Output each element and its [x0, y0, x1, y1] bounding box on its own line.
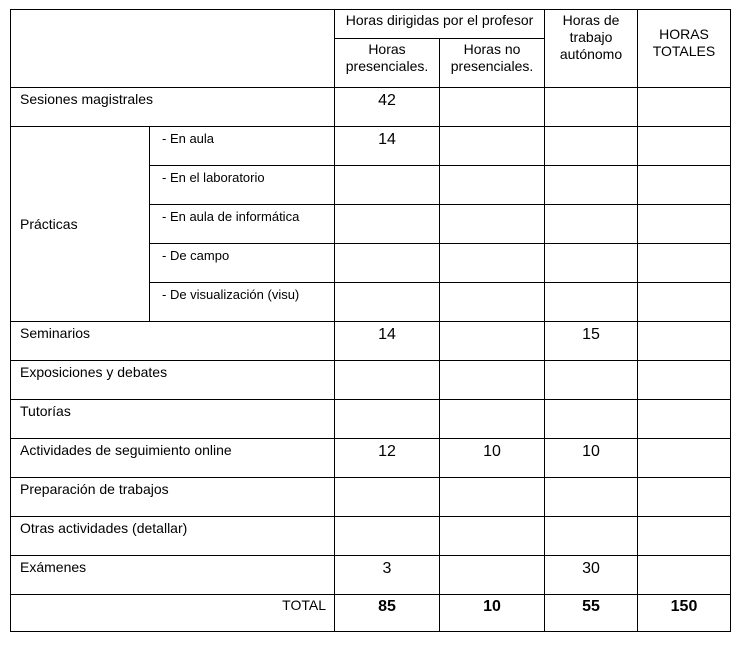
- row-label-exposiciones: Exposiciones y debates: [11, 361, 335, 400]
- cell-no-presenciales: [440, 361, 545, 400]
- header-presenciales: Horas presenciales.: [335, 39, 440, 88]
- cell-autonomo: [545, 244, 638, 283]
- cell-autonomo: [545, 361, 638, 400]
- table-row: [11, 322, 731, 361]
- table-row: [11, 400, 731, 439]
- cell-totales: [638, 439, 731, 478]
- cell-presenciales: [335, 478, 440, 517]
- cell-no-presenciales: [440, 478, 545, 517]
- total-label: TOTAL: [11, 595, 335, 632]
- cell-no-presenciales: 10: [440, 439, 545, 478]
- cell-autonomo: [545, 478, 638, 517]
- cell-presenciales: 42: [335, 88, 440, 127]
- cell-no-presenciales: [440, 205, 545, 244]
- sub-label: - En aula: [150, 127, 335, 166]
- hours-table: [10, 9, 731, 632]
- cell-presenciales: [335, 400, 440, 439]
- cell-no-presenciales: [440, 400, 545, 439]
- cell-presenciales: [335, 166, 440, 205]
- row-label-tutorias: Tutorías: [11, 400, 335, 439]
- table-row: [11, 478, 731, 517]
- cell-totales: [638, 400, 731, 439]
- cell-autonomo: [545, 283, 638, 322]
- cell-totales: [638, 517, 731, 556]
- row-label-sesiones: Sesiones magistrales: [11, 88, 335, 127]
- cell-no-presenciales: [440, 166, 545, 205]
- header-row-top: [11, 10, 731, 39]
- row-label-examenes: Exámenes: [11, 556, 335, 595]
- row-label-preparacion: Preparación de trabajos: [11, 478, 335, 517]
- cell-no-presenciales: [440, 88, 545, 127]
- row-label-actividades: Actividades de seguimiento online: [11, 439, 335, 478]
- total-totales: 150: [638, 595, 731, 632]
- table-row: [11, 556, 731, 595]
- header-blank-cell: [11, 10, 335, 88]
- cell-no-presenciales: [440, 127, 545, 166]
- sub-label: - En el laboratorio: [150, 166, 335, 205]
- cell-presenciales: 14: [335, 322, 440, 361]
- cell-no-presenciales: [440, 322, 545, 361]
- cell-autonomo: [545, 88, 638, 127]
- cell-presenciales: 3: [335, 556, 440, 595]
- cell-no-presenciales: [440, 556, 545, 595]
- total-no-presenciales: 10: [440, 595, 545, 632]
- cell-no-presenciales: [440, 517, 545, 556]
- cell-autonomo: [545, 166, 638, 205]
- cell-totales: [638, 166, 731, 205]
- cell-autonomo: [545, 127, 638, 166]
- header-no-presenciales: Horas no presenciales.: [440, 39, 545, 88]
- cell-presenciales: 12: [335, 439, 440, 478]
- cell-presenciales: [335, 361, 440, 400]
- cell-presenciales: [335, 517, 440, 556]
- cell-totales: [638, 88, 731, 127]
- cell-no-presenciales: [440, 283, 545, 322]
- cell-autonomo: 15: [545, 322, 638, 361]
- header-autonomo: Horas de trabajo autónomo: [545, 10, 638, 88]
- cell-totales: [638, 361, 731, 400]
- cell-totales: [638, 556, 731, 595]
- sub-label: - De campo: [150, 244, 335, 283]
- row-label-otras: Otras actividades (detallar): [11, 517, 335, 556]
- cell-totales: [638, 127, 731, 166]
- cell-autonomo: [545, 205, 638, 244]
- cell-presenciales: [335, 205, 440, 244]
- cell-totales: [638, 283, 731, 322]
- cell-totales: [638, 244, 731, 283]
- cell-presenciales: 14: [335, 127, 440, 166]
- total-presenciales: 85: [335, 595, 440, 632]
- cell-autonomo: [545, 400, 638, 439]
- sub-label: - De visualización (visu): [150, 283, 335, 322]
- table-row: [11, 88, 731, 127]
- cell-autonomo: 10: [545, 439, 638, 478]
- cell-totales: [638, 205, 731, 244]
- sub-label: - En aula de informática: [150, 205, 335, 244]
- row-label-seminarios: Seminarios: [11, 322, 335, 361]
- table-row: [11, 439, 731, 478]
- row-label-practicas: Prácticas: [11, 127, 150, 322]
- header-totales: HORAS TOTALES: [638, 10, 731, 88]
- cell-presenciales: [335, 244, 440, 283]
- table-row: [11, 127, 731, 166]
- cell-autonomo: [545, 517, 638, 556]
- cell-totales: [638, 322, 731, 361]
- header-group-label: Horas dirigidas por el profesor: [335, 10, 545, 39]
- total-autonomo: 55: [545, 595, 638, 632]
- table-row: [11, 517, 731, 556]
- total-row: [11, 595, 731, 632]
- cell-presenciales: [335, 283, 440, 322]
- cell-no-presenciales: [440, 244, 545, 283]
- cell-totales: [638, 478, 731, 517]
- cell-autonomo: 30: [545, 556, 638, 595]
- table-row: [11, 361, 731, 400]
